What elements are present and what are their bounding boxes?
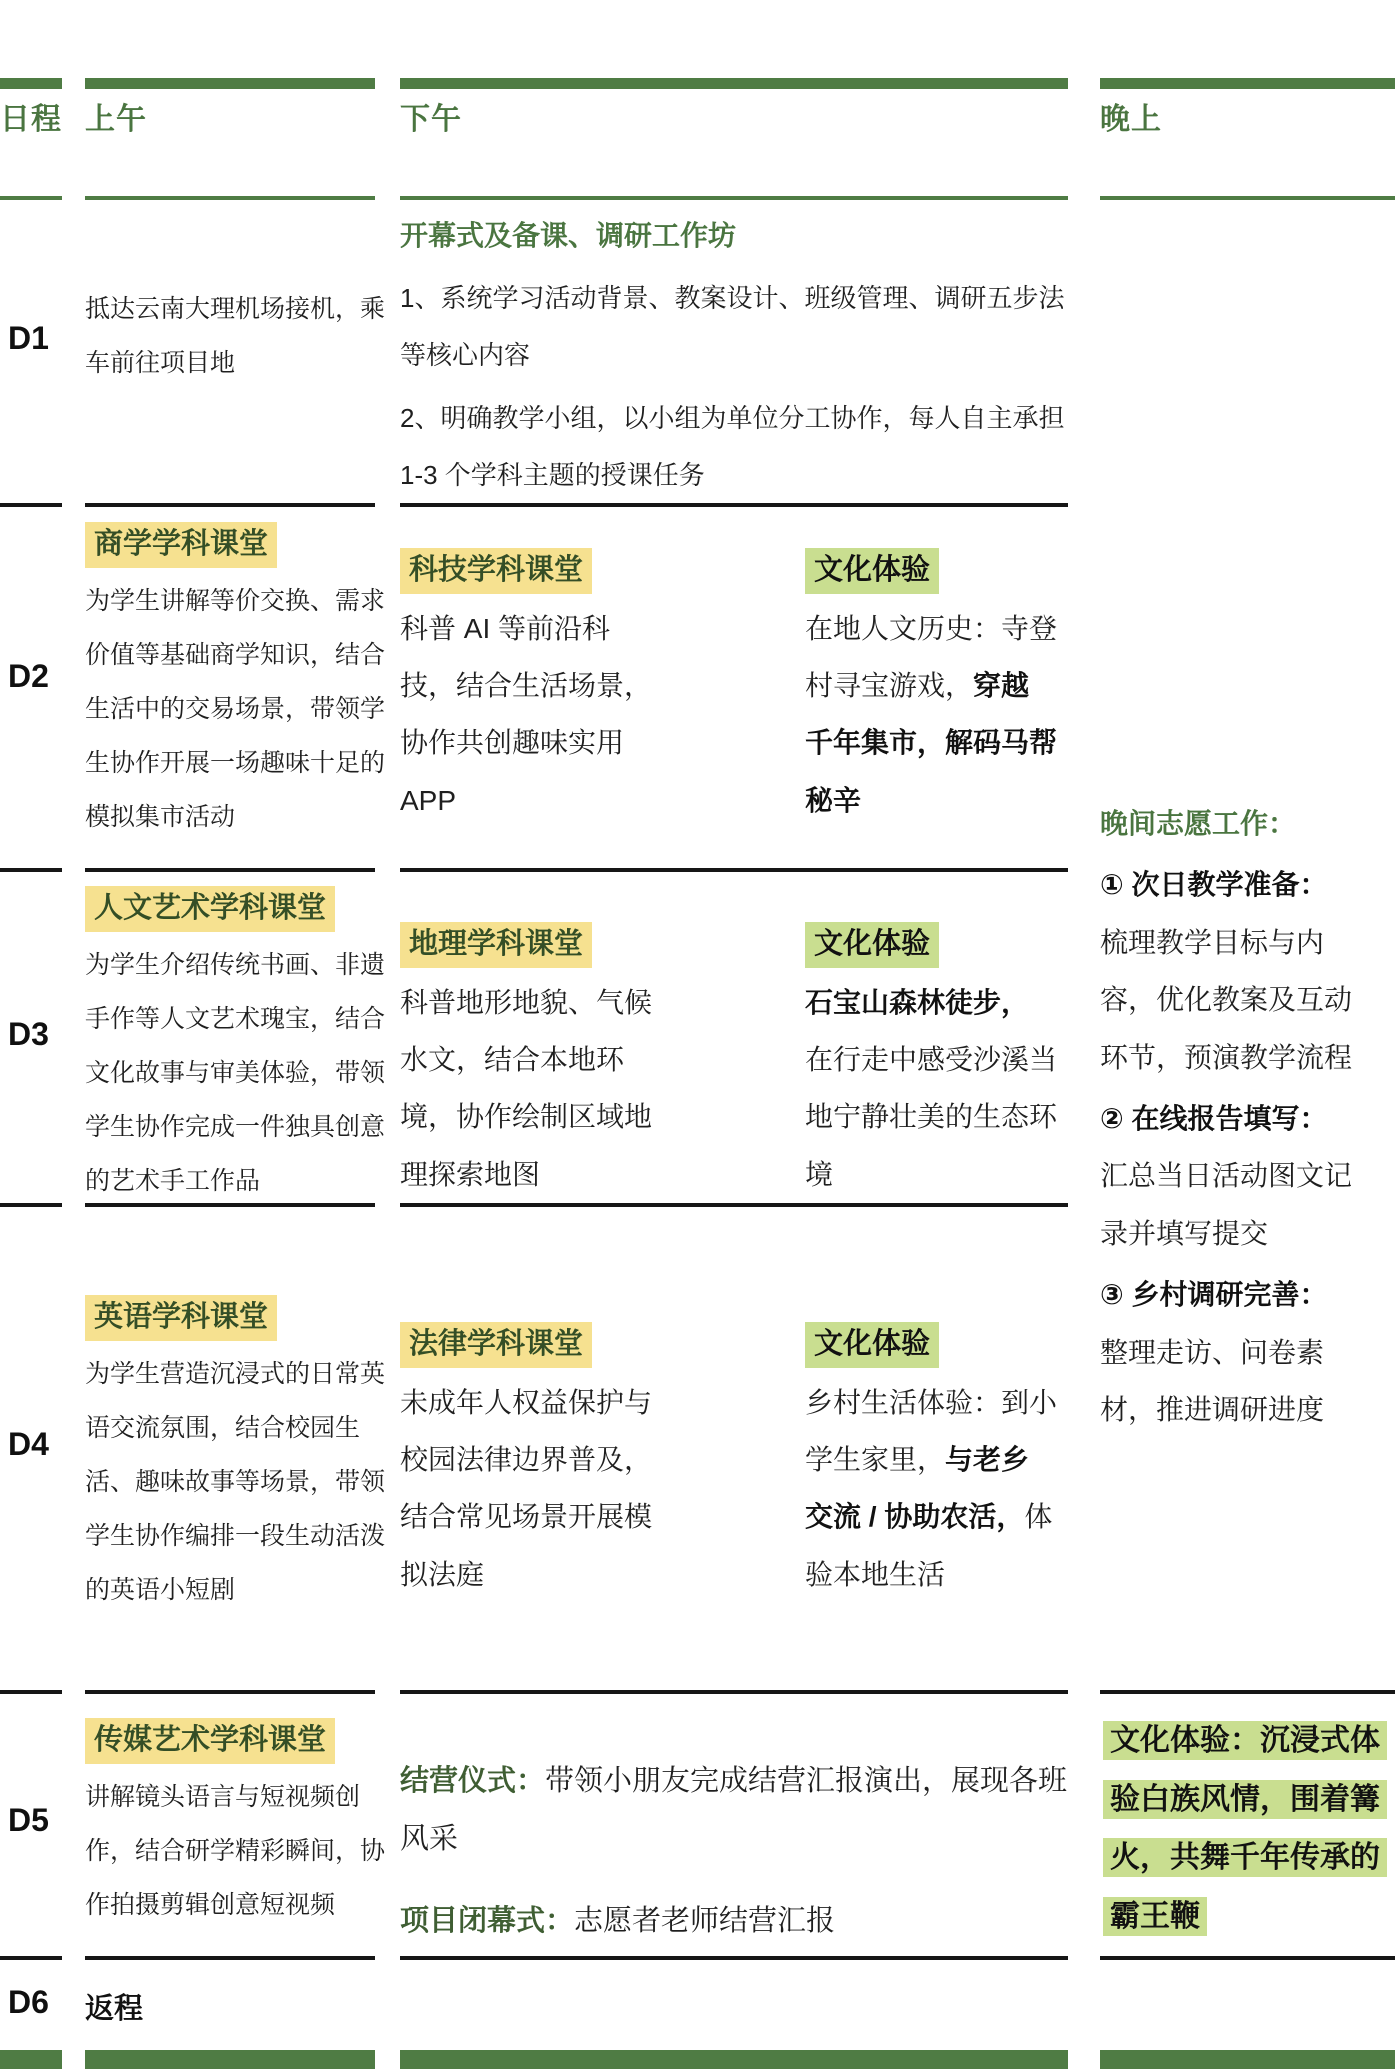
subject-title: 人文艺术学科课堂	[85, 886, 335, 932]
column-header-evening: 晚上	[1100, 103, 1162, 136]
subject-title: 科技学科课堂	[400, 548, 592, 594]
subject-text: 未成年人权益保护与校园法律边界普及，结合常见场景开展模拟法庭	[400, 1386, 653, 1590]
row-label-d6: D6	[8, 1984, 49, 2020]
subject-text: 为学生营造沉浸式的日常英语交流氛围，结合校园生活、趣味故事等场景，带领学生协作编排一段生动活泼的英语小短剧	[85, 1359, 386, 1604]
d3-afternoon-culture-cell	[805, 922, 1057, 1203]
header-bar	[400, 78, 1068, 89]
row-separator	[0, 503, 62, 507]
footer-bar	[85, 2050, 375, 2069]
culture-title: 文化体验	[805, 548, 939, 594]
header-underline	[1100, 196, 1395, 200]
row-separator	[400, 1203, 1068, 1207]
culture-text: 乡村生活体验：到小学生家里，与老乡交流 / 协助农活，体验本地生活	[805, 1386, 1058, 1590]
d4-morning-cell	[85, 1295, 385, 1617]
d1-afternoon-item-1: 1、系统学习活动背景、教案设计、班级管理、调研五步法等核心内容	[400, 282, 1065, 370]
return-trip-text: 返程	[85, 1993, 144, 2025]
d4-afternoon-culture-cell	[805, 1322, 1057, 1603]
footer-bar	[1100, 2050, 1395, 2069]
row-separator	[0, 1690, 62, 1694]
d3-morning-cell	[85, 886, 385, 1208]
subject-text: 讲解镜头语言与短视频创作，结合研学精彩瞬间，协作拍摄剪辑创意短视频	[85, 1782, 386, 1919]
row-separator	[0, 868, 62, 872]
row-separator	[1100, 1690, 1395, 1694]
culture-text: 在地人文历史：寺登村寻宝游戏，穿越千年集市，解码马帮秘辛	[805, 612, 1058, 816]
d1-afternoon-title: 开幕式及备课、调研工作坊	[400, 220, 737, 251]
row-label-d1: D1	[8, 320, 49, 356]
d5-morning-cell	[85, 1718, 395, 1932]
culture-title: 文化体验	[805, 922, 939, 968]
d3-afternoon-subject-cell	[400, 922, 654, 1203]
header-bar	[85, 78, 375, 89]
header-bar	[1100, 78, 1395, 89]
header-underline	[0, 196, 62, 200]
evening-work-title: 晚间志愿工作：	[1100, 808, 1297, 839]
evening-work-item-3: ③ 乡村调研完善： 整理走访、问卷素材，推进调研进度	[1100, 1279, 1328, 1425]
row-separator	[85, 1956, 375, 1960]
header-underline	[85, 196, 375, 200]
d2-morning-cell	[85, 522, 385, 844]
row-separator	[0, 1956, 62, 1960]
row-separator	[0, 1203, 62, 1207]
row-separator	[85, 503, 375, 507]
row-separator	[85, 1690, 375, 1694]
closing-ceremony-line: 结营仪式：带领小朋友完成结营汇报演出，展现各班风采	[400, 1765, 1068, 1855]
subject-title: 传媒艺术学科课堂	[85, 1718, 335, 1764]
subject-title: 法律学科课堂	[400, 1322, 592, 1368]
row-separator	[1100, 1956, 1395, 1960]
column-header-morning: 上午	[85, 103, 147, 136]
d1-afternoon-item-2: 2、明确教学小组，以小组为单位分工协作，每人自主承担 1-3 个学科主题的授课任务	[400, 402, 1065, 491]
row-separator	[85, 868, 375, 872]
row-label-d2: D2	[8, 658, 49, 694]
column-header-day: 日程	[0, 103, 62, 136]
culture-title: 文化体验	[805, 1322, 939, 1368]
subject-title: 商学学科课堂	[85, 522, 277, 568]
d1-morning-cell	[85, 282, 385, 390]
d1-afternoon-cell	[400, 212, 1075, 504]
row-label-d4: D4	[8, 1426, 49, 1462]
subject-title: 地理学科课堂	[400, 922, 592, 968]
d2-afternoon-subject-cell	[400, 548, 654, 829]
d4-afternoon-subject-cell	[400, 1322, 654, 1603]
d6-morning-cell	[85, 1986, 385, 2027]
project-closing-line: 项目闭幕式：志愿者老师结营汇报	[400, 1905, 836, 1937]
footer-bar	[0, 2050, 62, 2069]
evening-work-item-1: ① 次日教学准备： 梳理教学目标与内容，优化教案及互动环节，预演教学流程	[1100, 869, 1353, 1073]
culture-highlight-text: 文化体验：沉浸式体验白族风情，围着篝火，共舞千年传承的霸王鞭	[1103, 1712, 1395, 1946]
subject-text: 为学生讲解等价交换、需求价值等基础商学知识，结合生活中的交易场景，带领学生协作开展一场趣味十足的模拟集市活动	[85, 586, 386, 831]
footer-bar	[400, 2050, 1068, 2069]
subject-title: 英语学科课堂	[85, 1295, 277, 1341]
subject-text: 为学生介绍传统书画、非遗手作等人文艺术瑰宝，结合文化故事与审美体验，带领学生协作完成一件独具创意的艺术手工作品	[85, 950, 386, 1195]
d5-evening-cell	[1103, 1712, 1395, 1946]
row-separator	[400, 1690, 1068, 1694]
d5-afternoon-cell	[400, 1752, 1075, 1950]
column-header-afternoon: 下午	[400, 103, 462, 136]
row-separator	[400, 1956, 1068, 1960]
evening-work-cell	[1100, 795, 1356, 1438]
subject-text: 科普地形地貌、气候水文，结合本地环境，协作绘制区域地理探索地图	[400, 986, 653, 1190]
culture-text: 石宝山森林徒步，在行走中感受沙溪当地宁静壮美的生态环境	[805, 986, 1058, 1190]
d2-afternoon-culture-cell	[805, 548, 1057, 829]
row-label-d3: D3	[8, 1016, 49, 1052]
header-bar	[0, 78, 62, 89]
row-separator	[400, 868, 1068, 872]
header-underline	[400, 196, 1068, 200]
subject-text: 科普 AI 等前沿科技，结合生活场景，协作共创趣味实用 APP	[400, 612, 653, 816]
evening-work-item-2: ② 在线报告填写： 汇总当日活动图文记录并填写提交	[1100, 1102, 1353, 1249]
d1-morning-text: 抵达云南大理机场接机，乘车前往项目地	[85, 295, 386, 377]
row-label-d5: D5	[8, 1802, 49, 1838]
